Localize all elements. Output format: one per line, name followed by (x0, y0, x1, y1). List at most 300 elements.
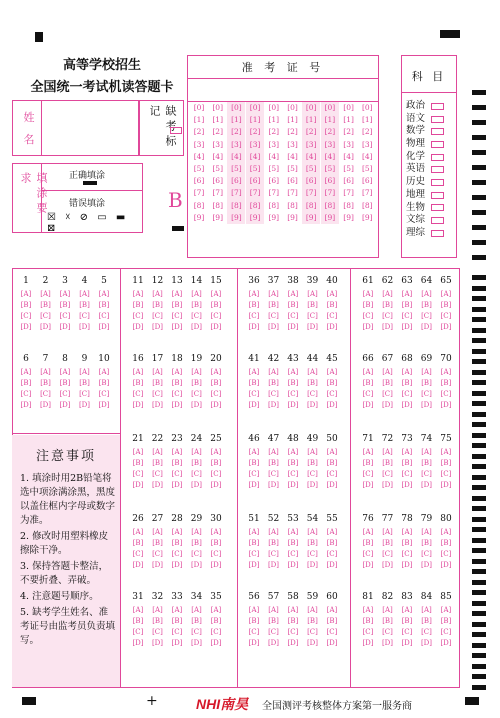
answer-bubble[interactable]: [B] (248, 459, 260, 467)
digit-bubble[interactable]: [6] (305, 176, 317, 186)
answer-bubble[interactable]: [C] (152, 470, 163, 478)
answer-bubble[interactable]: [A] (191, 290, 202, 298)
digit-bubble[interactable]: [8] (193, 200, 205, 210)
answer-bubble[interactable]: [A] (268, 448, 279, 456)
answer-bubble[interactable]: [A] (20, 368, 32, 376)
answer-bubble[interactable]: [A] (191, 606, 202, 614)
answer-bubble[interactable]: [C] (191, 312, 202, 320)
answer-bubble[interactable]: [D] (132, 561, 144, 569)
answer-bubble[interactable]: [A] (132, 290, 144, 298)
answer-bubble[interactable]: [D] (401, 481, 413, 489)
answer-bubble[interactable]: [D] (306, 481, 319, 489)
answer-bubble[interactable]: [A] (59, 290, 71, 298)
answer-bubble[interactable]: [C] (401, 550, 413, 558)
answer-bubble[interactable]: [D] (401, 639, 413, 647)
answer-bubble[interactable]: [A] (152, 290, 163, 298)
subject-bubble[interactable] (431, 192, 444, 199)
digit-bubble[interactable]: [0] (231, 103, 242, 112)
digit-bubble[interactable]: [0] (343, 103, 354, 112)
answer-bubble[interactable]: [B] (210, 539, 222, 547)
answer-bubble[interactable]: [A] (440, 448, 452, 456)
subject-bubble[interactable] (431, 116, 444, 123)
answer-bubble[interactable]: [C] (191, 628, 202, 636)
answer-bubble[interactable]: [B] (287, 617, 299, 625)
answer-bubble[interactable]: [B] (191, 617, 202, 625)
answer-bubble[interactable]: [D] (267, 561, 280, 569)
answer-bubble[interactable]: [D] (326, 323, 338, 331)
answer-bubble[interactable]: [B] (79, 379, 90, 387)
answer-bubble[interactable]: [C] (307, 550, 318, 558)
answer-bubble[interactable]: [B] (287, 379, 299, 387)
answer-bubble[interactable]: [C] (382, 470, 393, 478)
answer-bubble[interactable]: [B] (362, 539, 374, 547)
subject-bubble[interactable] (431, 204, 444, 211)
answer-bubble[interactable]: [C] (132, 550, 144, 558)
digit-bubble[interactable]: [9] (249, 212, 261, 222)
answer-bubble[interactable]: [A] (401, 368, 413, 376)
answer-bubble[interactable]: [A] (59, 368, 71, 376)
answer-bubble[interactable]: [B] (59, 379, 71, 387)
answer-bubble[interactable]: [A] (191, 528, 202, 536)
answer-bubble[interactable]: [B] (210, 379, 222, 387)
answer-bubble[interactable]: [D] (151, 481, 164, 489)
answer-bubble[interactable]: [B] (362, 379, 374, 387)
answer-bubble[interactable]: [B] (132, 539, 144, 547)
answer-bubble[interactable]: [A] (79, 290, 90, 298)
answer-bubble[interactable]: [C] (152, 312, 163, 320)
answer-bubble[interactable]: [A] (98, 290, 110, 298)
answer-bubble[interactable]: [B] (98, 379, 110, 387)
answer-bubble[interactable]: [A] (307, 448, 318, 456)
digit-bubble[interactable]: [0] (193, 103, 205, 112)
answer-bubble[interactable]: [B] (382, 301, 393, 309)
answer-bubble[interactable]: [A] (152, 528, 163, 536)
digit-bubble[interactable]: [5] (287, 164, 298, 174)
digit-bubble[interactable]: [3] (268, 139, 280, 149)
answer-bubble[interactable]: [D] (132, 323, 144, 331)
digit-bubble[interactable]: [8] (231, 200, 242, 210)
subject-bubble[interactable] (431, 103, 444, 110)
answer-bubble[interactable]: [A] (171, 448, 183, 456)
answer-bubble[interactable]: [C] (171, 550, 183, 558)
digit-bubble[interactable]: [9] (361, 212, 373, 222)
answer-bubble[interactable]: [D] (210, 401, 222, 409)
answer-bubble[interactable]: [B] (132, 301, 144, 309)
answer-bubble[interactable]: [A] (40, 290, 51, 298)
answer-bubble[interactable]: [A] (307, 606, 318, 614)
answer-bubble[interactable]: [D] (267, 323, 280, 331)
digit-bubble[interactable]: [6] (212, 176, 223, 186)
digit-bubble[interactable]: [7] (268, 188, 280, 198)
answer-bubble[interactable]: [D] (171, 401, 183, 409)
answer-bubble[interactable]: [B] (98, 301, 110, 309)
answer-bubble[interactable]: [B] (152, 617, 163, 625)
answer-bubble[interactable]: [D] (440, 481, 452, 489)
answer-bubble[interactable]: [D] (210, 323, 222, 331)
digit-bubble[interactable]: [3] (193, 139, 205, 149)
answer-bubble[interactable]: [B] (191, 539, 202, 547)
subject-bubble[interactable] (431, 128, 444, 135)
answer-bubble[interactable]: [D] (420, 481, 433, 489)
answer-bubble[interactable]: [A] (326, 368, 338, 376)
digit-bubble[interactable]: [6] (324, 176, 336, 186)
digit-bubble[interactable]: [7] (249, 188, 261, 198)
digit-bubble[interactable]: [6] (343, 176, 354, 186)
answer-bubble[interactable]: [D] (132, 481, 144, 489)
answer-bubble[interactable]: [A] (171, 606, 183, 614)
digit-bubble[interactable]: [7] (361, 188, 373, 198)
answer-bubble[interactable]: [B] (152, 459, 163, 467)
answer-bubble[interactable]: [B] (401, 459, 413, 467)
digit-bubble[interactable]: [6] (287, 176, 298, 186)
answer-bubble[interactable]: [C] (132, 312, 144, 320)
answer-bubble[interactable]: [B] (268, 301, 279, 309)
answer-bubble[interactable]: [A] (152, 368, 163, 376)
answer-bubble[interactable]: [C] (152, 628, 163, 636)
digit-bubble[interactable]: [2] (268, 127, 280, 137)
digit-bubble[interactable]: [3] (287, 139, 298, 149)
answer-bubble[interactable]: [C] (362, 390, 374, 398)
answer-bubble[interactable]: [B] (421, 301, 432, 309)
answer-bubble[interactable]: [D] (210, 639, 222, 647)
answer-bubble[interactable]: [B] (440, 379, 452, 387)
answer-bubble[interactable]: [D] (39, 323, 52, 331)
answer-bubble[interactable]: [D] (171, 639, 183, 647)
answer-bubble[interactable]: [B] (248, 379, 260, 387)
digit-bubble[interactable]: [9] (324, 212, 336, 222)
answer-bubble[interactable]: [B] (326, 379, 338, 387)
digit-bubble[interactable]: [3] (324, 139, 336, 149)
answer-bubble[interactable]: [D] (190, 481, 203, 489)
digit-bubble[interactable]: [0] (212, 103, 223, 112)
answer-bubble[interactable]: [A] (171, 528, 183, 536)
answer-bubble[interactable]: [A] (210, 528, 222, 536)
answer-bubble[interactable]: [B] (268, 539, 279, 547)
answer-bubble[interactable]: [C] (307, 312, 318, 320)
answer-bubble[interactable]: [B] (20, 301, 32, 309)
answer-bubble[interactable]: [A] (98, 368, 110, 376)
answer-bubble[interactable]: [C] (171, 628, 183, 636)
digit-bubble[interactable]: [8] (287, 200, 298, 210)
answer-bubble[interactable]: [A] (248, 368, 260, 376)
answer-bubble[interactable]: [C] (268, 470, 279, 478)
answer-bubble[interactable]: [B] (401, 301, 413, 309)
answer-bubble[interactable]: [A] (401, 290, 413, 298)
answer-bubble[interactable]: [C] (132, 470, 144, 478)
subject-bubble[interactable] (431, 230, 444, 237)
digit-bubble[interactable]: [2] (343, 127, 354, 137)
answer-bubble[interactable]: [D] (401, 561, 413, 569)
answer-bubble[interactable]: [D] (151, 561, 164, 569)
answer-bubble[interactable]: [B] (362, 301, 374, 309)
digit-bubble[interactable]: [2] (324, 127, 336, 137)
digit-bubble[interactable]: [1] (212, 115, 223, 125)
answer-bubble[interactable]: [D] (98, 323, 110, 331)
answer-bubble[interactable]: [D] (248, 481, 260, 489)
answer-bubble[interactable]: [A] (287, 528, 299, 536)
answer-bubble[interactable]: [D] (210, 481, 222, 489)
digit-bubble[interactable]: [8] (249, 200, 261, 210)
answer-bubble[interactable]: [B] (210, 301, 222, 309)
answer-bubble[interactable]: [A] (362, 606, 374, 614)
answer-bubble[interactable]: [C] (171, 312, 183, 320)
answer-bubble[interactable]: [C] (440, 390, 452, 398)
digit-bubble[interactable]: [4] (212, 151, 223, 161)
digit-bubble[interactable]: [3] (212, 139, 223, 149)
answer-bubble[interactable]: [A] (132, 606, 144, 614)
answer-bubble[interactable]: [A] (79, 368, 90, 376)
digit-bubble[interactable]: [9] (343, 212, 354, 222)
digit-bubble[interactable]: [8] (212, 200, 223, 210)
digit-bubble[interactable]: [2] (193, 127, 205, 137)
answer-bubble[interactable]: [A] (421, 606, 432, 614)
subject-option[interactable] (406, 163, 444, 176)
absent-checkbox[interactable] (170, 127, 182, 134)
answer-bubble[interactable]: [D] (190, 639, 203, 647)
answer-bubble[interactable]: [D] (132, 401, 144, 409)
answer-bubble[interactable]: [D] (59, 323, 71, 331)
answer-bubble[interactable]: [C] (40, 390, 51, 398)
answer-bubble[interactable]: [A] (248, 290, 260, 298)
answer-bubble[interactable]: [B] (132, 459, 144, 467)
answer-bubble[interactable]: [B] (307, 301, 318, 309)
answer-bubble[interactable]: [A] (210, 368, 222, 376)
answer-bubble[interactable]: [A] (268, 606, 279, 614)
digit-bubble[interactable]: [2] (361, 127, 373, 137)
answer-bubble[interactable]: [C] (326, 628, 338, 636)
answer-bubble[interactable]: [D] (132, 639, 144, 647)
digit-bubble[interactable]: [7] (231, 188, 242, 198)
answer-bubble[interactable]: [D] (381, 323, 394, 331)
answer-bubble[interactable]: [D] (20, 401, 32, 409)
digit-bubble[interactable]: [2] (305, 127, 317, 137)
answer-bubble[interactable]: [D] (362, 481, 374, 489)
answer-bubble[interactable]: [A] (171, 368, 183, 376)
answer-bubble[interactable]: [B] (287, 459, 299, 467)
answer-bubble[interactable]: [D] (306, 401, 319, 409)
answer-bubble[interactable]: [D] (420, 323, 433, 331)
answer-bubble[interactable]: [B] (307, 539, 318, 547)
answer-bubble[interactable]: [D] (171, 561, 183, 569)
answer-bubble[interactable]: [A] (440, 290, 452, 298)
answer-bubble[interactable]: [B] (307, 379, 318, 387)
answer-bubble[interactable]: [A] (421, 448, 432, 456)
answer-bubble[interactable]: [D] (287, 639, 299, 647)
answer-bubble[interactable]: [D] (190, 561, 203, 569)
answer-bubble[interactable]: [C] (152, 390, 163, 398)
subject-option[interactable] (406, 125, 444, 138)
answer-bubble[interactable]: [D] (287, 323, 299, 331)
answer-bubble[interactable]: [D] (306, 561, 319, 569)
answer-bubble[interactable]: [D] (401, 401, 413, 409)
answer-bubble[interactable]: [A] (362, 448, 374, 456)
digit-bubble[interactable]: [6] (268, 176, 280, 186)
answer-bubble[interactable]: [C] (421, 470, 432, 478)
digit-bubble[interactable]: [2] (212, 127, 223, 137)
answer-bubble[interactable]: [B] (210, 617, 222, 625)
answer-bubble[interactable]: [D] (326, 561, 338, 569)
answer-bubble[interactable]: [B] (171, 459, 183, 467)
subject-option[interactable] (406, 138, 444, 151)
digit-bubble[interactable]: [1] (249, 115, 261, 125)
answer-bubble[interactable]: [B] (421, 539, 432, 547)
digit-bubble[interactable]: [0] (268, 103, 280, 112)
digit-bubble[interactable]: [4] (343, 151, 354, 161)
answer-bubble[interactable]: [B] (40, 379, 51, 387)
answer-bubble[interactable]: [D] (190, 401, 203, 409)
answer-bubble[interactable]: [C] (421, 550, 432, 558)
answer-bubble[interactable]: [B] (382, 617, 393, 625)
answer-bubble[interactable]: [C] (171, 470, 183, 478)
digit-bubble[interactable]: [4] (193, 151, 205, 161)
subject-option[interactable] (406, 202, 444, 215)
answer-bubble[interactable]: [C] (268, 628, 279, 636)
answer-bubble[interactable]: [B] (191, 379, 202, 387)
answer-bubble[interactable]: [D] (78, 401, 91, 409)
answer-bubble[interactable]: [B] (382, 379, 393, 387)
answer-bubble[interactable]: [C] (98, 312, 110, 320)
answer-bubble[interactable]: [A] (440, 606, 452, 614)
answer-bubble[interactable]: [B] (421, 617, 432, 625)
answer-bubble[interactable]: [A] (132, 368, 144, 376)
answer-bubble[interactable]: [C] (210, 550, 222, 558)
answer-bubble[interactable]: [D] (420, 561, 433, 569)
answer-bubble[interactable]: [A] (440, 368, 452, 376)
answer-bubble[interactable]: [C] (307, 390, 318, 398)
answer-bubble[interactable]: [D] (248, 639, 260, 647)
answer-bubble[interactable]: [C] (401, 312, 413, 320)
answer-bubble[interactable]: [B] (268, 459, 279, 467)
answer-bubble[interactable]: [C] (210, 470, 222, 478)
answer-bubble[interactable]: [D] (267, 481, 280, 489)
answer-bubble[interactable]: [B] (307, 459, 318, 467)
digit-bubble[interactable]: [9] (287, 212, 298, 222)
answer-bubble[interactable]: [B] (440, 459, 452, 467)
subject-option[interactable] (406, 176, 444, 189)
answer-bubble[interactable]: [C] (440, 550, 452, 558)
answer-bubble[interactable]: [B] (210, 459, 222, 467)
digit-bubble[interactable]: [0] (361, 103, 373, 112)
digit-bubble[interactable]: [1] (361, 115, 373, 125)
answer-bubble[interactable]: [A] (287, 290, 299, 298)
answer-bubble[interactable]: [C] (382, 312, 393, 320)
answer-bubble[interactable]: [C] (171, 390, 183, 398)
answer-bubble[interactable]: [B] (79, 301, 90, 309)
answer-bubble[interactable]: [C] (40, 312, 51, 320)
answer-bubble[interactable]: [D] (20, 323, 32, 331)
digit-bubble[interactable]: [6] (249, 176, 261, 186)
answer-bubble[interactable]: [B] (171, 301, 183, 309)
answer-bubble[interactable]: [C] (421, 312, 432, 320)
digit-bubble[interactable]: [7] (343, 188, 354, 198)
digit-bubble[interactable]: [0] (287, 103, 298, 112)
answer-bubble[interactable]: [C] (191, 390, 202, 398)
answer-bubble[interactable]: [A] (248, 448, 260, 456)
answer-bubble[interactable]: [C] (421, 628, 432, 636)
digit-bubble[interactable]: [5] (193, 164, 205, 174)
digit-bubble[interactable]: [0] (249, 103, 261, 112)
digit-bubble[interactable]: [5] (231, 164, 242, 174)
answer-bubble[interactable]: [A] (248, 528, 260, 536)
answer-bubble[interactable]: [C] (307, 470, 318, 478)
answer-bubble[interactable]: [A] (40, 368, 51, 376)
answer-bubble[interactable]: [D] (306, 639, 319, 647)
answer-bubble[interactable]: [C] (268, 390, 279, 398)
answer-bubble[interactable]: [A] (210, 290, 222, 298)
digit-bubble[interactable]: [4] (249, 151, 261, 161)
answer-bubble[interactable]: [D] (210, 561, 222, 569)
answer-bubble[interactable]: [C] (287, 628, 299, 636)
digit-bubble[interactable]: [0] (324, 103, 336, 112)
answer-bubble[interactable]: [D] (381, 561, 394, 569)
answer-bubble[interactable]: [B] (40, 301, 51, 309)
digit-bubble[interactable]: [7] (287, 188, 298, 198)
digit-bubble[interactable]: [6] (231, 176, 242, 186)
answer-bubble[interactable]: [C] (326, 470, 338, 478)
answer-bubble[interactable]: [C] (152, 550, 163, 558)
answer-bubble[interactable]: [B] (307, 617, 318, 625)
digit-bubble[interactable]: [5] (249, 164, 261, 174)
answer-bubble[interactable]: [C] (210, 628, 222, 636)
answer-bubble[interactable]: [D] (267, 401, 280, 409)
digit-bubble[interactable]: [1] (193, 115, 205, 125)
answer-bubble[interactable]: [C] (382, 628, 393, 636)
answer-bubble[interactable]: [B] (132, 379, 144, 387)
digit-bubble[interactable]: [9] (305, 212, 317, 222)
answer-bubble[interactable]: [B] (152, 301, 163, 309)
answer-bubble[interactable]: [D] (381, 639, 394, 647)
answer-bubble[interactable]: [A] (362, 290, 374, 298)
answer-bubble[interactable]: [D] (420, 639, 433, 647)
answer-bubble[interactable]: [A] (421, 290, 432, 298)
answer-bubble[interactable]: [D] (362, 639, 374, 647)
answer-bubble[interactable]: [A] (421, 368, 432, 376)
answer-bubble[interactable]: [D] (98, 401, 110, 409)
answer-bubble[interactable]: [D] (287, 401, 299, 409)
digit-bubble[interactable]: [6] (193, 176, 205, 186)
answer-bubble[interactable]: [D] (151, 401, 164, 409)
answer-bubble[interactable]: [A] (268, 290, 279, 298)
answer-bubble[interactable]: [A] (307, 290, 318, 298)
answer-bubble[interactable]: [C] (248, 470, 260, 478)
digit-bubble[interactable]: [3] (249, 139, 261, 149)
answer-bubble[interactable]: [B] (171, 617, 183, 625)
answer-bubble[interactable]: [C] (248, 628, 260, 636)
digit-bubble[interactable]: [8] (361, 200, 373, 210)
answer-bubble[interactable]: [D] (287, 561, 299, 569)
answer-bubble[interactable]: [C] (191, 470, 202, 478)
answer-bubble[interactable]: [A] (307, 368, 318, 376)
digit-bubble[interactable]: [5] (343, 164, 354, 174)
subject-bubble[interactable] (431, 154, 444, 161)
answer-bubble[interactable]: [B] (326, 617, 338, 625)
answer-bubble[interactable]: [C] (307, 628, 318, 636)
answer-bubble[interactable]: [C] (440, 628, 452, 636)
answer-bubble[interactable]: [D] (306, 323, 319, 331)
answer-bubble[interactable]: [D] (59, 401, 71, 409)
answer-bubble[interactable]: [B] (20, 379, 32, 387)
answer-bubble[interactable]: [D] (440, 401, 452, 409)
digit-bubble[interactable]: [1] (305, 115, 317, 125)
digit-bubble[interactable]: [5] (305, 164, 317, 174)
answer-bubble[interactable]: [A] (248, 606, 260, 614)
answer-bubble[interactable]: [D] (248, 323, 260, 331)
answer-bubble[interactable]: [C] (362, 312, 374, 320)
digit-bubble[interactable]: [9] (268, 212, 280, 222)
answer-bubble[interactable]: [B] (421, 459, 432, 467)
digit-bubble[interactable]: [6] (361, 176, 373, 186)
answer-bubble[interactable]: [B] (132, 617, 144, 625)
